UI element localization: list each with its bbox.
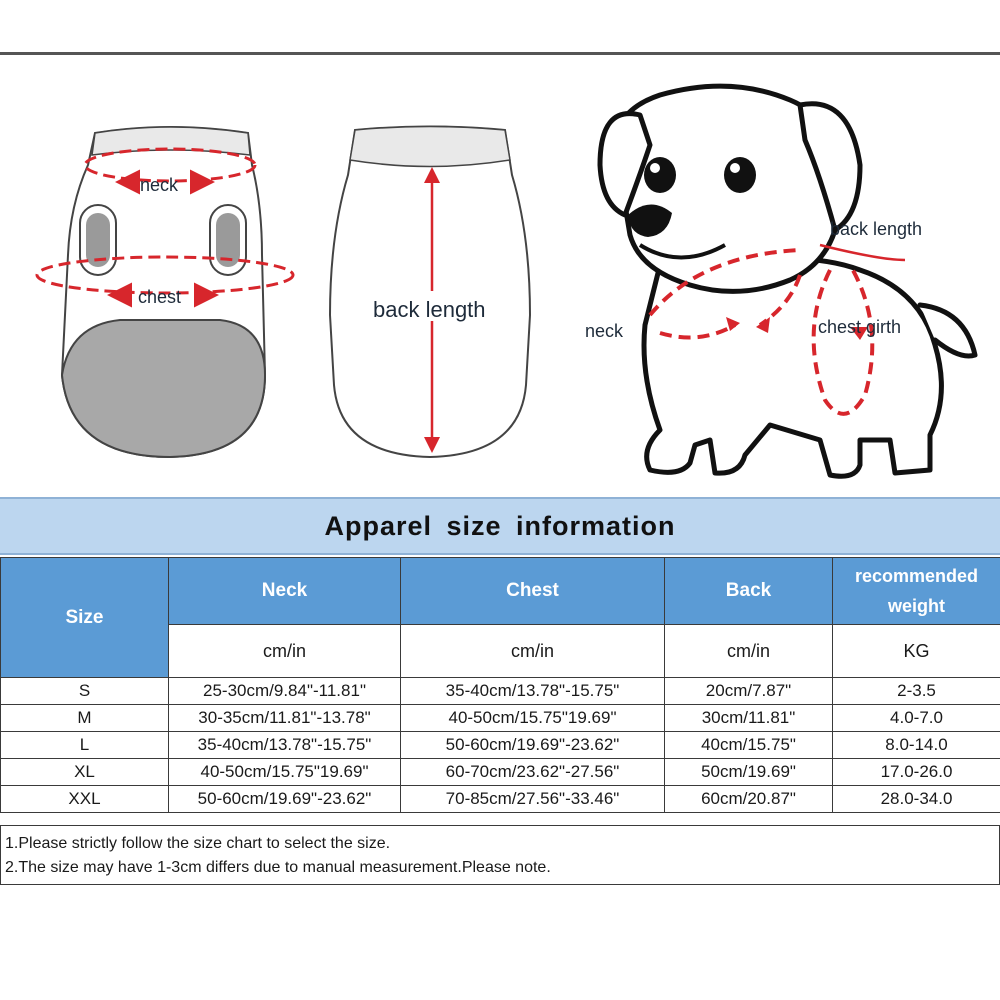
header-row: [1, 558, 1000, 625]
size-notes: [0, 825, 1000, 885]
note-line: 2.The size may have 1-3cm differs due to manual measurement.Please note.: [5, 859, 551, 876]
back-length-label: back length: [373, 297, 486, 322]
chest-cell: 70-85cm/27.56"-33.46": [401, 786, 665, 813]
back-cell: 50cm/19.69": [665, 759, 833, 786]
size-cell: L: [1, 732, 169, 759]
dog-chest-girth-label: chest girth: [818, 317, 902, 337]
neck-cell: 30-35cm/11.81"-13.78": [169, 705, 401, 732]
neck-cell: 40-50cm/15.75"19.69": [169, 759, 401, 786]
back-cell: 20cm/7.87": [665, 678, 833, 705]
back-header: Back: [665, 558, 833, 625]
weight-cell: 8.0-14.0: [833, 732, 1000, 759]
size-cell: XXL: [1, 786, 169, 813]
weight-cell: 28.0-34.0: [833, 786, 1000, 813]
weight-cell: 17.0-26.0: [833, 759, 1000, 786]
chest-cell: 50-60cm/19.69"-23.62": [401, 732, 665, 759]
table-row: [1, 759, 1000, 786]
dog-neck-label: neck: [585, 321, 624, 341]
back-cell: 30cm/11.81": [665, 705, 833, 732]
size-info-banner: [0, 497, 1000, 555]
dog-back-length-label: back length: [830, 219, 923, 239]
weight-unit: KG: [833, 625, 1000, 678]
table-row: [1, 678, 1000, 705]
table-row: [1, 786, 1000, 813]
banner-title: Apparel size information: [324, 510, 676, 541]
back-unit: cm/in: [665, 625, 833, 678]
back-cell: 60cm/20.87": [665, 786, 833, 813]
table-row: [1, 732, 1000, 759]
weight-cell: 4.0-7.0: [833, 705, 1000, 732]
dog-icon: [600, 86, 975, 476]
size-header: Size: [1, 558, 169, 678]
neck-unit: cm/in: [169, 625, 401, 678]
neck-cell: 50-60cm/19.69"-23.62": [169, 786, 401, 813]
size-cell: XL: [1, 759, 169, 786]
neck-header: Neck: [169, 558, 401, 625]
chest-cell: 40-50cm/15.75"19.69": [401, 705, 665, 732]
weight-header-line2: weight: [888, 596, 945, 616]
note-line: 1.Please strictly follow the size chart to select the size.: [5, 835, 391, 852]
chest-cell: 35-40cm/13.78"-15.75": [401, 678, 665, 705]
vest-back-icon: [330, 127, 530, 458]
weight-cell: 2-3.5: [833, 678, 1000, 705]
back-cell: 40cm/15.75": [665, 732, 833, 759]
size-cell: S: [1, 678, 169, 705]
table-row: [1, 705, 1000, 732]
size-cell: M: [1, 705, 169, 732]
measurement-illustration: [0, 55, 1000, 495]
front-chest-label: chest: [138, 287, 182, 307]
chest-unit: cm/in: [401, 625, 665, 678]
neck-cell: 25-30cm/9.84"-11.81": [169, 678, 401, 705]
weight-header: [833, 558, 1000, 625]
size-table: [0, 557, 1000, 813]
chest-header: Chest: [401, 558, 665, 625]
front-neck-label: neck: [140, 175, 179, 195]
weight-header-line1: recommended: [854, 566, 979, 586]
chest-cell: 60-70cm/23.62"-27.56": [401, 759, 665, 786]
neck-cell: 35-40cm/13.78"-15.75": [169, 732, 401, 759]
